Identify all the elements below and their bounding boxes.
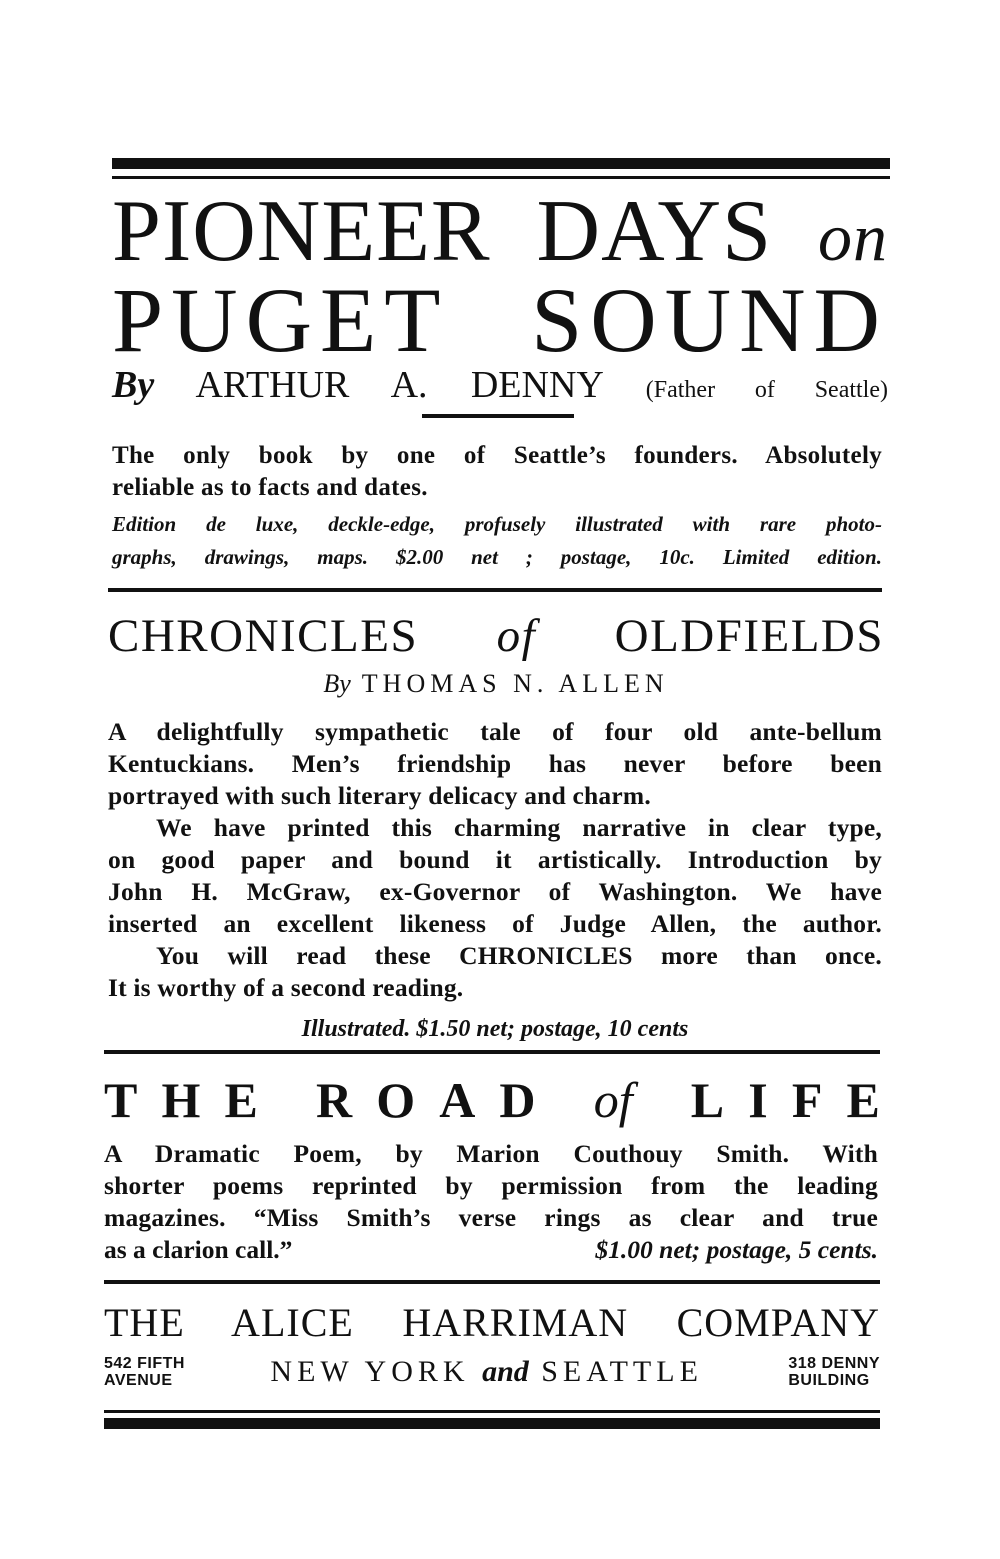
publisher-cities: NEW YORK and SEATTLE [270,1355,703,1388]
divider-rule-3 [104,1280,880,1284]
book2-line: inserted an excellent likeness of Judge Allen, the author. [108,909,882,938]
book3-line4: as a clarion call.” $1.00 net; postage, 5 cents. [104,1235,878,1264]
book1-edition-line1: Edition de luxe, deckle-edge, profusely illustrated with rare photo- [112,512,882,536]
publisher-name: THE ALICE HARRIMAN COMPANY [104,1300,880,1345]
book1-desc-line1: The only book by one of Seattle’s founders. Absolutely [112,442,882,469]
book1-byline: By ARTHUR A. DENNY (Father of Seattle) [112,364,888,406]
divider-rule-1 [108,588,882,592]
book2-line: Kentuckians. Men’s friendship has never before been [108,749,882,778]
book3-line3: magazines. “Miss Smith’s verse rings as clear and true [104,1203,878,1232]
book3-line1: A Dramatic Poem, by Marion Couthouy Smith. With [104,1139,878,1168]
address-left: 542 FIFTH AVENUE [104,1355,185,1389]
book1-edition-line2: graphs, drawings, maps. $2.00 net ; postage, 10c. Limited edition. [112,545,882,569]
bottom-thin-rule [104,1410,880,1413]
book2-line: A delightfully sympathetic tale of four old ante-bellum [108,717,882,746]
book2-line: You will read these CHRONICLES more than once. [156,941,882,970]
book2-line: portrayed with such literary delicacy and charm. [108,781,651,810]
top-thin-rule [112,176,890,179]
address-right: 318 DENNY BUILDING [788,1355,880,1389]
book3-title: T H E R O A D of L I F E [104,1072,880,1128]
book3-line2: shorter poems reprinted by permission from the leading [104,1171,878,1200]
book1-title-line2: PUGET SOUND [112,269,888,371]
book1-desc-line2: reliable as to facts and dates. [112,474,428,501]
book2-line: We have printed this charming narrative in clear type, [156,813,882,842]
book2-line: on good paper and bound it artistically. Introduction by [108,845,882,874]
book2-line: It is worthy of a second reading. [108,973,464,1002]
book2-byline: By THOMAS N. ALLEN [323,669,669,698]
bottom-thick-rule [104,1418,880,1429]
book1-short-rule [422,414,574,418]
divider-rule-2 [104,1050,880,1054]
book2-line: John H. McGraw, ex-Governor of Washington. We have [108,877,882,906]
book2-title: CHRONICLES of OLDFIELDS [108,610,885,662]
publisher-locations [104,1350,880,1394]
book1-title-line1: PIONEER DAYS on [112,183,888,280]
book2-price: Illustrated. $1.50 net; postage, 10 cents [301,1016,689,1042]
top-thick-rule [112,158,890,169]
